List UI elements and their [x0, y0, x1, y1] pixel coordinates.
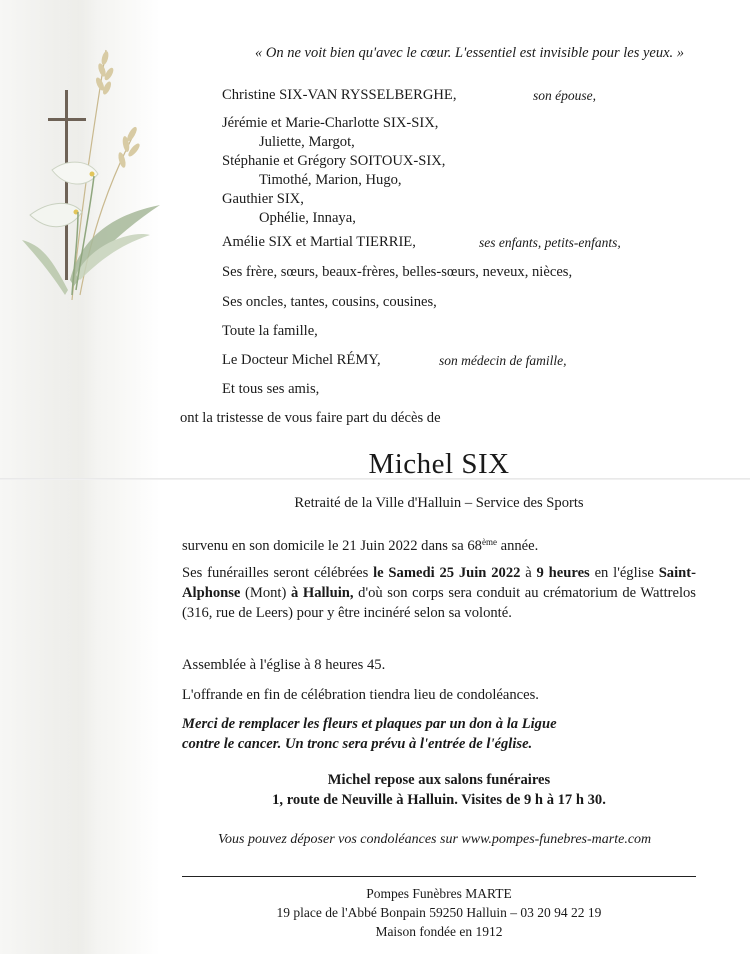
family-line: Jérémie et Marie-Charlotte SIX-SIX, — [222, 115, 439, 131]
offering-line: L'offrande en fin de célébration tiendra lieu de condoléances. — [182, 687, 539, 703]
announcement-line: ont la tristesse de vous faire part du décès de — [180, 410, 441, 426]
funeral-text: en l'église — [589, 565, 659, 581]
footer-address: 19 place de l'Abbé Bonpain 59250 Halluin – 03 20 94 22 19 — [276, 905, 602, 920]
footer-company: Pompes Funèbres MARTE — [366, 886, 512, 901]
funeral-text: d'où son corps sera conduit au crématorium de Wattrelos (316, rue de Leers) pour y être incinéré selon sa volonté. — [182, 585, 696, 621]
uncles-line: Ses oncles, tantes, cousins, cousines, — [222, 294, 437, 310]
death-text: survenu en son domicile le 21 Juin 2022 dans sa 68 — [182, 538, 482, 554]
funeral-text: (Mont) — [240, 585, 291, 601]
rest-location-line: Michel repose aux salons funéraires — [327, 772, 551, 788]
family-line: Timothé, Marion, Hugo, — [259, 172, 402, 188]
deceased-name: Michel SIX — [368, 448, 510, 480]
funeral-date: le Samedi 25 Juin 2022 — [373, 565, 521, 581]
assembly-line: Assemblée à l'église à 8 heures 45. — [182, 657, 386, 673]
doctor-name: Le Docteur Michel RÉMY, — [222, 352, 381, 368]
family-line: Amélie SIX et Martial TIERRIE, — [222, 234, 416, 250]
family-line: Stéphanie et Grégory SOITOUX-SIX, — [222, 153, 446, 169]
funeral-text: à — [520, 565, 537, 581]
footer-founded: Maison fondée en 1912 — [375, 924, 503, 939]
epigraph-quote: « On ne voit bien qu'avec le cœur. L'essentiel est invisible pour les yeux. » — [255, 45, 685, 61]
funeral-city: à Halluin, — [290, 585, 354, 601]
children-role: ses enfants, petits-enfants, — [479, 235, 621, 250]
death-suffix: année. — [496, 538, 539, 554]
lily-icon — [30, 162, 98, 295]
siblings-line: Ses frère, sœurs, beaux-frères, belles-sœurs, neveux, nièces, — [222, 264, 573, 280]
deceased-title: Retraité de la Ville d'Halluin – Service des Sports — [294, 495, 584, 511]
donation-request-line: Merci de remplacer les fleurs et plaques par un don à la Ligue — [182, 716, 557, 732]
rest-location-line: 1, route de Neuville à Halluin. Visites de 9 h à 17 h 30. — [272, 792, 606, 808]
spouse-name: Christine SIX-VAN RYSSELBERGHE, — [222, 87, 457, 103]
funeral-paragraph — [182, 563, 696, 623]
all-family-line: Toute la famille, — [222, 323, 318, 339]
cross-icon — [48, 90, 86, 280]
donation-request-line: contre le cancer. Un tronc sera prévu à l'entrée de l'église. — [182, 736, 533, 752]
family-line: Juliette, Margot, — [259, 134, 355, 150]
doctor-role: son médecin de famille, — [439, 353, 567, 368]
footer-divider — [182, 876, 696, 877]
friends-line: Et tous ses amis, — [222, 381, 320, 397]
death-ordinal: ème — [481, 537, 497, 547]
funeral-text: Ses funérailles seront célébrées — [182, 565, 374, 581]
online-condolences-line: Vous pouvez déposer vos condoléances sur www.pompes-funebres-marte.com — [218, 832, 652, 847]
funeral-time: 9 heures — [536, 565, 590, 581]
cross-and-lily-illustration — [10, 40, 170, 320]
funeral-church: Saint-Alphonse — [182, 565, 696, 601]
wheat-grains-icon — [94, 50, 141, 168]
spouse-role: son épouse, — [533, 88, 596, 103]
family-line: Ophélie, Innaya, — [259, 210, 356, 226]
death-notice-line — [182, 537, 538, 555]
family-line: Gauthier SIX, — [222, 191, 304, 207]
